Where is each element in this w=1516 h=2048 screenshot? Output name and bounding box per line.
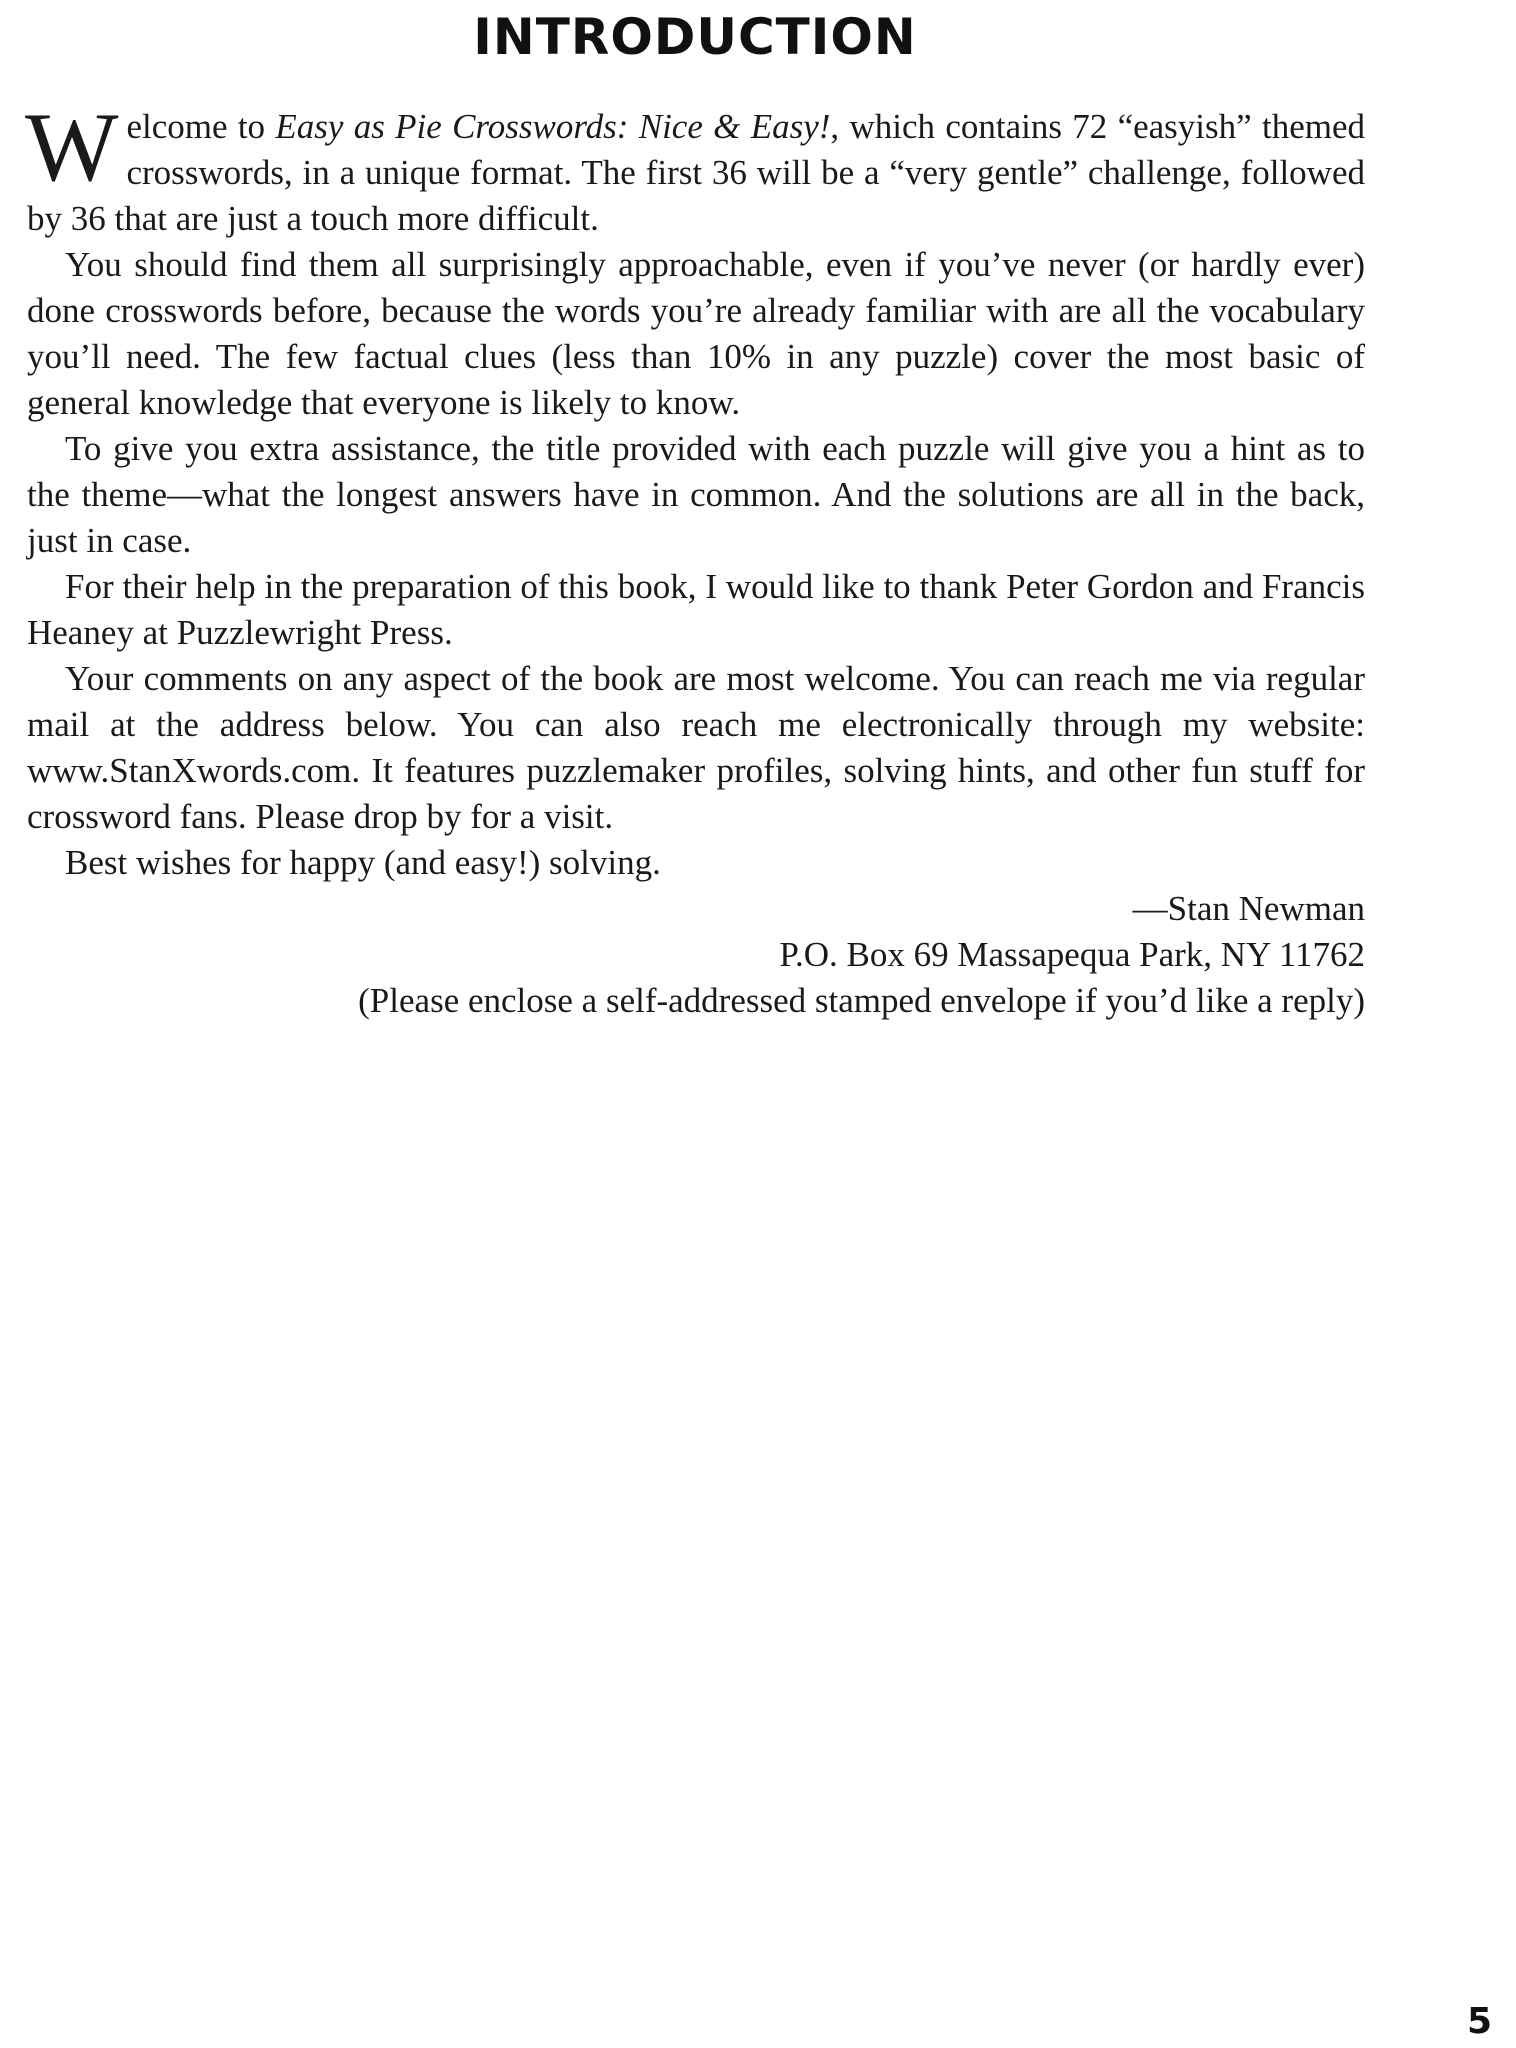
paragraph-best-wishes: Best wishes for happy (and easy!) solving. xyxy=(65,843,661,882)
introduction-body xyxy=(25,93,1366,1024)
signature-address: P.O. Box 69 Massapequa Park, NY 11762 xyxy=(779,935,1365,974)
intro-paragraph xyxy=(25,93,1366,242)
paragraph-assistance: To give you extra assistance, the title provided with each puzzle will give you a hint as to the theme—what the longest answers have in common. And the solutions are all in the back, just in case. xyxy=(27,429,1365,560)
book-title: Easy as Pie Crosswords: Nice & Easy! xyxy=(275,107,831,146)
signature-author: —Stan Newman xyxy=(1132,889,1365,928)
page-title: INTRODUCTION xyxy=(473,8,917,66)
paragraph-comments: Your comments on any aspect of the book are most welcome. You can reach me via regular mail at the address below. You can also reach me electronically through my website: www.StanXwords.com. It features puzzlemaker profiles, solving hints, and other fun stuff for crossword fans. Please drop by for a visit. xyxy=(27,659,1365,836)
intro-text-rest: , which contains 72 “easyish” themed crosswords, in a unique format. The first 36 will be a “very gentle” challenge, followed by 36 that are just a touch more difficult. xyxy=(27,107,1366,238)
paragraph-approachable: You should find them all surprisingly approachable, even if you’ve never (or hardly ever) done crosswords before, because the words you’re already familiar with are all the vocabulary you’ll need. The few factual clues (less than 10% in any puzzle) cover the most basic of general knowledge that everyone is likely to know. xyxy=(27,245,1365,422)
paragraph-thanks: For their help in the preparation of this book, I would like to thank Peter Gordon and Francis Heaney at Puzzlewright Press. xyxy=(27,567,1365,652)
intro-text-start: elcome to xyxy=(126,107,276,146)
drop-cap: W xyxy=(25,93,119,202)
signature-note: (Please enclose a self-addressed stamped envelope if you’d like a reply) xyxy=(358,981,1365,1020)
page-number: 5 xyxy=(1466,2001,1492,2042)
